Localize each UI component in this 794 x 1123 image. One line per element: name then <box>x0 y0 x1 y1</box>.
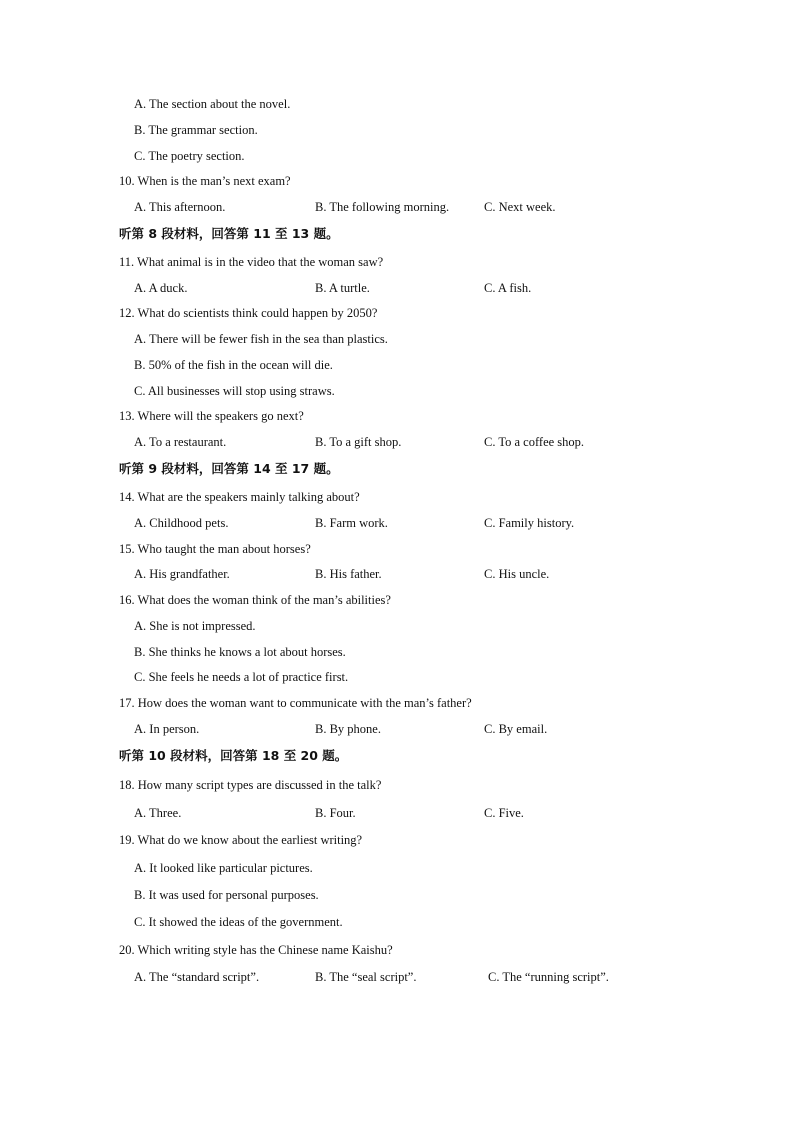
q17-option-a: A. In person. <box>134 722 200 736</box>
q20-option-b: B. The “seal script”. <box>315 970 417 984</box>
q15-stem: 15. Who taught the man about horses? <box>119 542 311 556</box>
q19-stem: 19. What do we know about the earliest writing? <box>119 833 363 847</box>
q18-option-a: A. Three. <box>134 806 182 820</box>
q18-option-b: B. Four. <box>315 806 356 820</box>
q11-option-b: B. A turtle. <box>315 281 370 295</box>
q17-stem: 17. How does the woman want to communicate with the man’s father? <box>119 696 472 710</box>
q17-option-b: B. By phone. <box>315 722 381 736</box>
q16-option-c: C. She feels he needs a lot of practice first. <box>134 670 349 684</box>
q18-option-c: C. Five. <box>484 806 524 820</box>
q13-option-c: C. To a coffee shop. <box>484 435 585 449</box>
q15-option-a: A. His grandfather. <box>134 567 230 581</box>
q15-option-b: B. His father. <box>315 567 382 581</box>
q9-option-c: C. The poetry section. <box>134 149 245 163</box>
q20-option-a: A. The “standard script”. <box>134 970 260 984</box>
q10-option-c: C. Next week. <box>484 200 556 214</box>
q14-stem: 14. What are the speakers mainly talking about? <box>119 490 360 504</box>
q11-option-a: A. A duck. <box>134 281 188 295</box>
q11-stem: 11. What animal is in the video that the woman saw? <box>119 255 384 269</box>
q12-stem: 12. What do scientists think could happen by 2050? <box>119 306 378 320</box>
q19-option-b: B. It was used for personal purposes. <box>134 888 319 902</box>
q16-option-a: A. She is not impressed. <box>134 619 256 633</box>
q16-stem: 16. What does the woman think of the man’s abilities? <box>119 593 391 607</box>
q12-option-c: C. All businesses will stop using straws. <box>134 384 335 398</box>
q20-stem: 20. Which writing style has the Chinese name Kaishu? <box>119 943 393 957</box>
q10-stem: 10. When is the man’s next exam? <box>119 174 291 188</box>
section-8-heading: 听第 8 段材料，回答第 11 至 13 题。 <box>119 226 339 241</box>
q10-option-a: A. This afternoon. <box>134 200 226 214</box>
q14-option-b: B. Farm work. <box>315 516 388 530</box>
q9-option-b: B. The grammar section. <box>134 123 258 137</box>
q19-option-c: C. It showed the ideas of the government. <box>134 915 343 929</box>
q18-stem: 18. How many script types are discussed in the talk? <box>119 778 382 792</box>
q12-option-a: A. There will be fewer fish in the sea than plastics. <box>134 332 388 346</box>
q12-option-b: B. 50% of the fish in the ocean will die. <box>134 358 333 372</box>
q20-option-c: C. The “running script”. <box>488 970 609 984</box>
q16-option-b: B. She thinks he knows a lot about horses. <box>134 645 346 659</box>
q13-stem: 13. Where will the speakers go next? <box>119 409 304 423</box>
q15-option-c: C. His uncle. <box>484 567 550 581</box>
q14-option-c: C. Family history. <box>484 516 575 530</box>
q14-option-a: A. Childhood pets. <box>134 516 229 530</box>
q13-option-a: A. To a restaurant. <box>134 435 227 449</box>
q13-option-b: B. To a gift shop. <box>315 435 402 449</box>
q11-option-c: C. A fish. <box>484 281 532 295</box>
q17-option-c: C. By email. <box>484 722 548 736</box>
section-9-heading: 听第 9 段材料，回答第 14 至 17 题。 <box>119 461 339 476</box>
section-10-heading: 听第 10 段材料，回答第 18 至 20 题。 <box>119 748 348 763</box>
q9-option-a: A. The section about the novel. <box>134 97 291 111</box>
q19-option-a: A. It looked like particular pictures. <box>134 861 313 875</box>
q10-option-b: B. The following morning. <box>315 200 450 214</box>
